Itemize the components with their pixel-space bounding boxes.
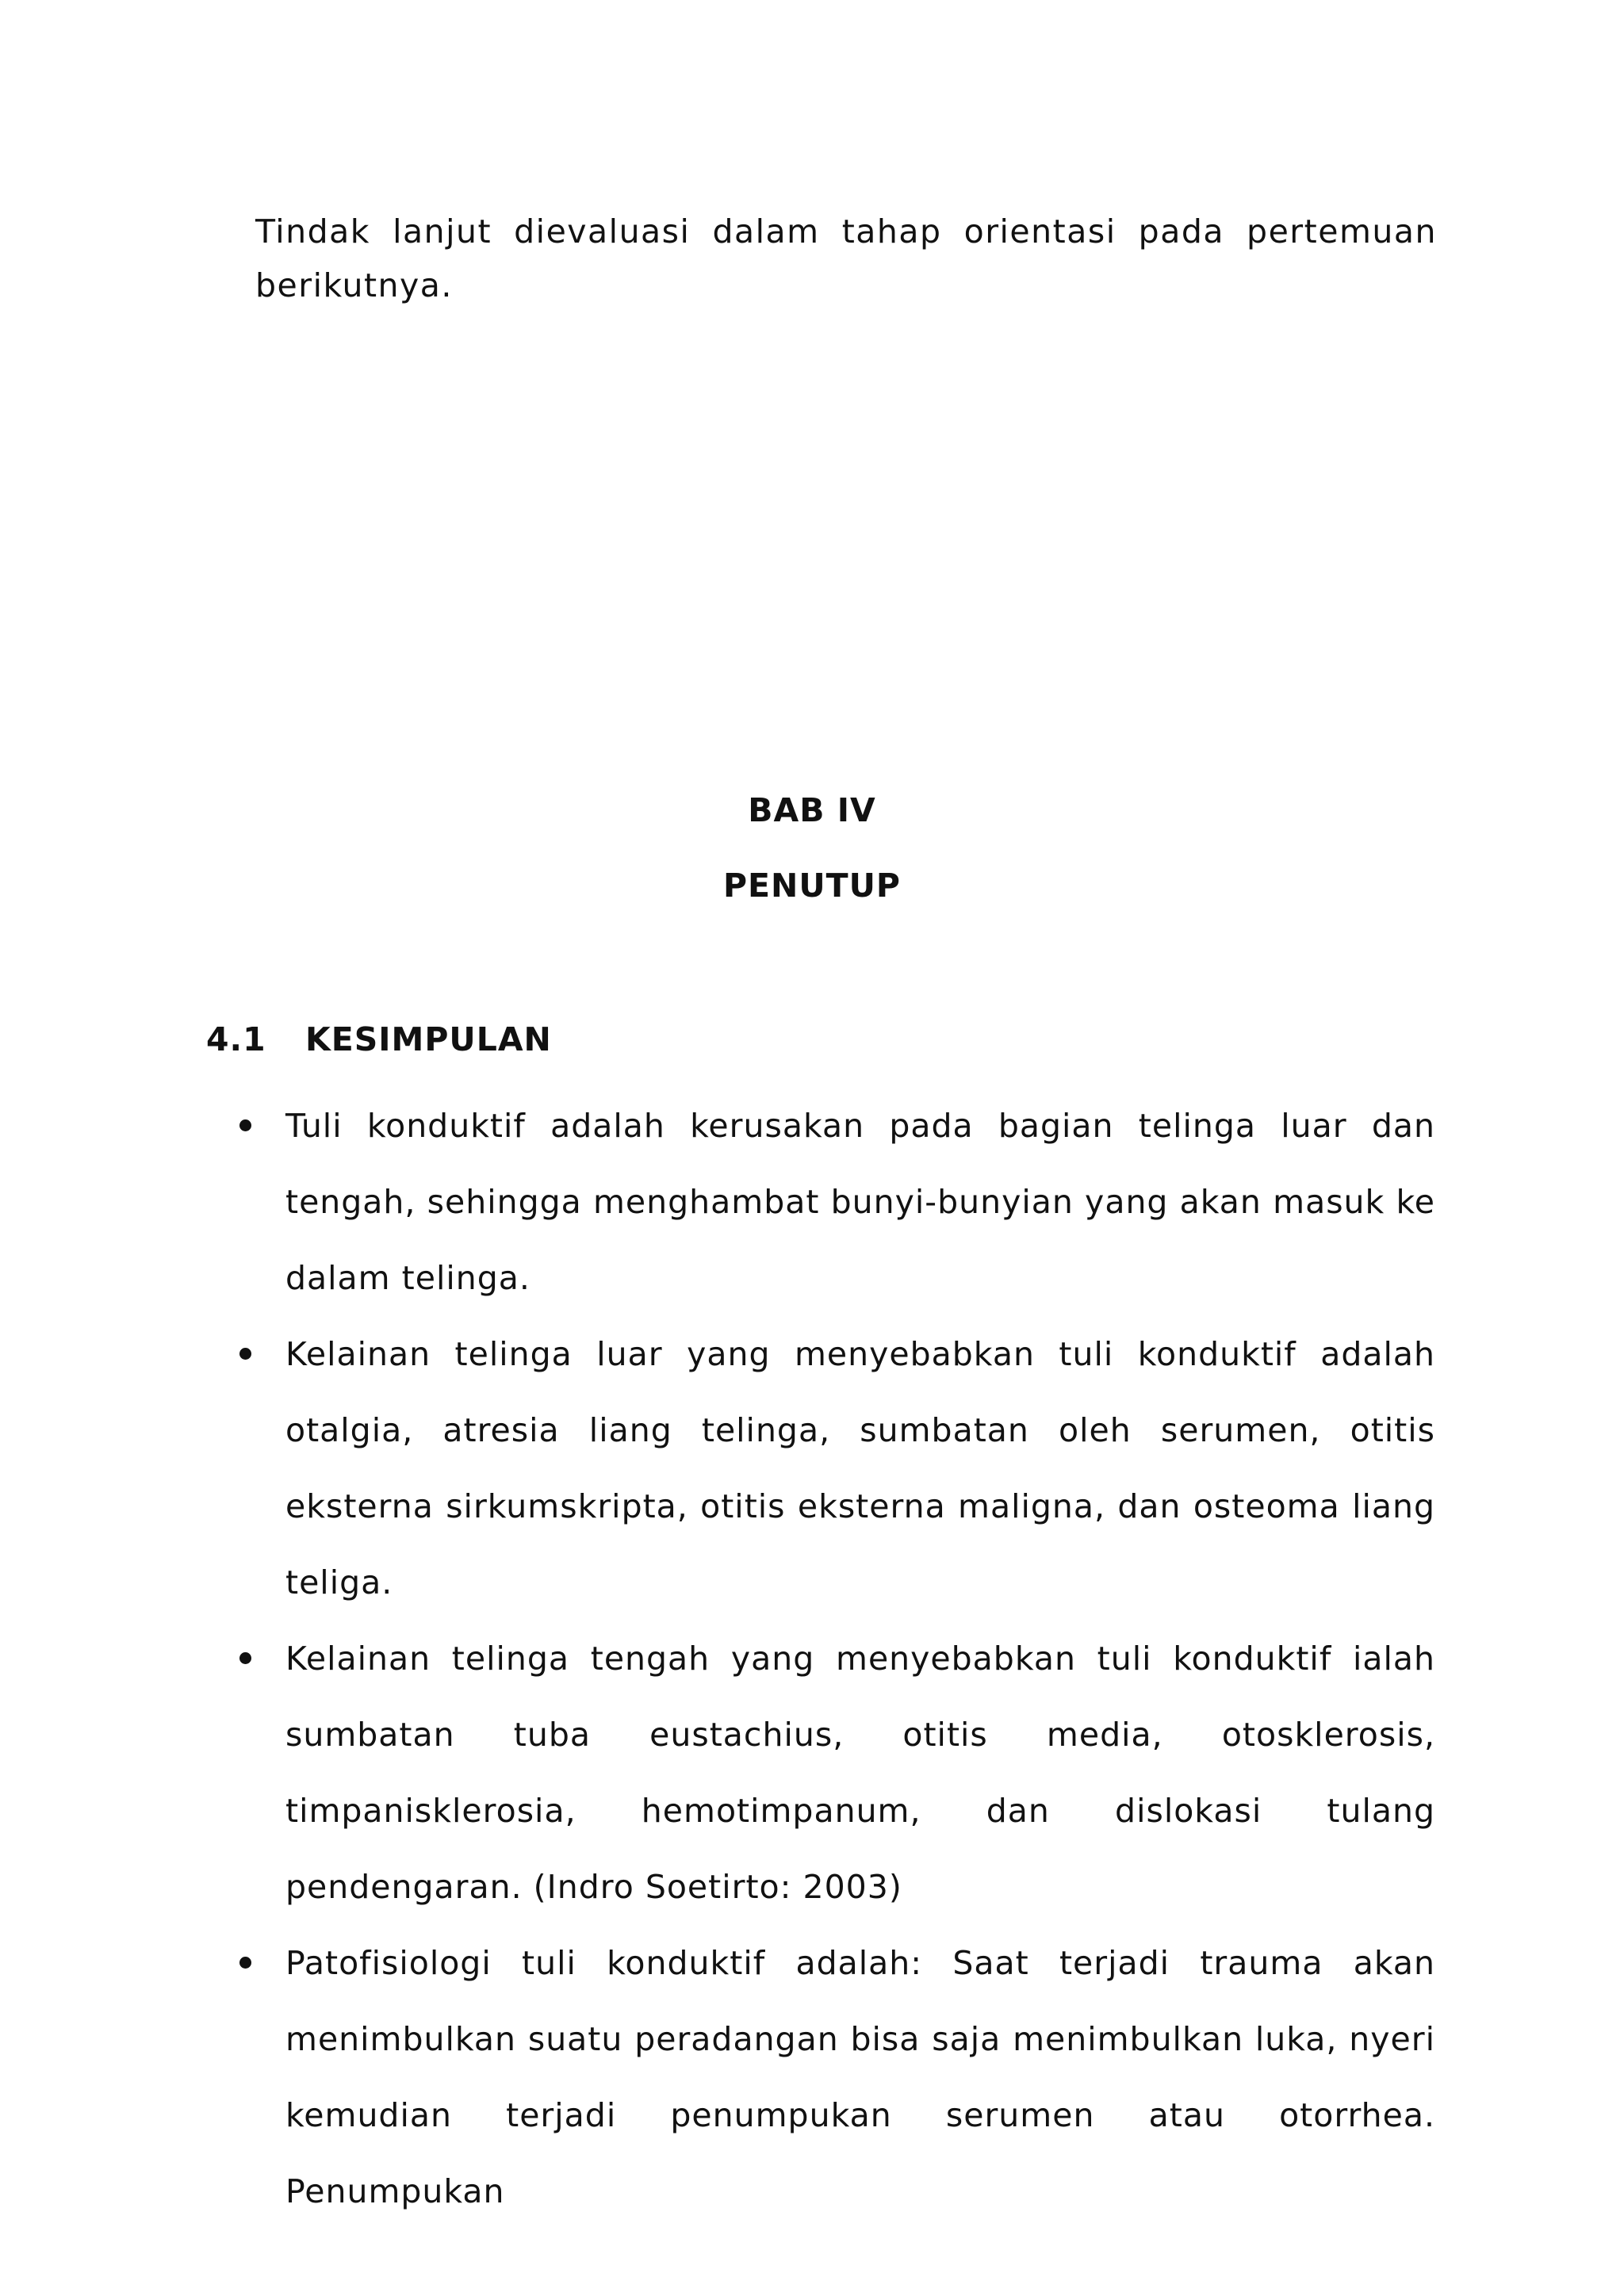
chapter-number: BAB IV <box>748 791 876 829</box>
list-item-text: Kelainan telinga luar yang menyebabkan tuli konduktif adalah otalgia, atresia liang telinga, sumbatan oleh serumen, otitis eksterna sirkumskripta, otitis eksterna maligna, dan osteoma liang teliga. <box>285 1335 1435 1601</box>
list-item-text: Tuli konduktif adalah kerusakan pada bagian telinga luar dan tengah, sehingga menghambat bunyi-bunyian yang akan masuk ke dalam telinga. <box>285 1107 1435 1297</box>
list-item-text: Patofisiologi tuli konduktif adalah: Saat terjadi trauma akan menimbulkan suatu peradangan bisa saja menimbulkan luka, nyeri kemudian terjadi penumpukan serumen atau otorrhea. Penumpukan <box>285 1944 1435 2210</box>
list-item <box>285 1621 1435 1925</box>
section-heading <box>206 1020 552 1058</box>
list-item <box>285 1925 1435 2229</box>
bullet-icon <box>239 1957 251 1969</box>
bullet-icon <box>239 1348 251 1360</box>
section-number: 4.1 <box>206 1020 266 1058</box>
conclusion-list <box>285 1088 1435 2229</box>
intro-paragraph: Tindak lanjut dievaluasi dalam tahap orientasi pada pertemuan berikutnya. <box>255 212 1437 304</box>
bullet-icon <box>239 1119 251 1131</box>
chapter-title: PENUTUP <box>723 867 901 905</box>
section-title: KESIMPULAN <box>305 1020 552 1058</box>
list-item <box>285 1316 1435 1621</box>
list-item <box>285 1088 1435 1316</box>
bullet-icon <box>239 1652 251 1664</box>
list-item-text: Kelainan telinga tengah yang menyebabkan tuli konduktif ialah sumbatan tuba eustachius, otitis media, otosklerosis, timpanisklerosia, hemotimpanum, dan dislokasi tulang pendengaran. (Indro Soetirto: 2003) <box>285 1640 1435 1906</box>
